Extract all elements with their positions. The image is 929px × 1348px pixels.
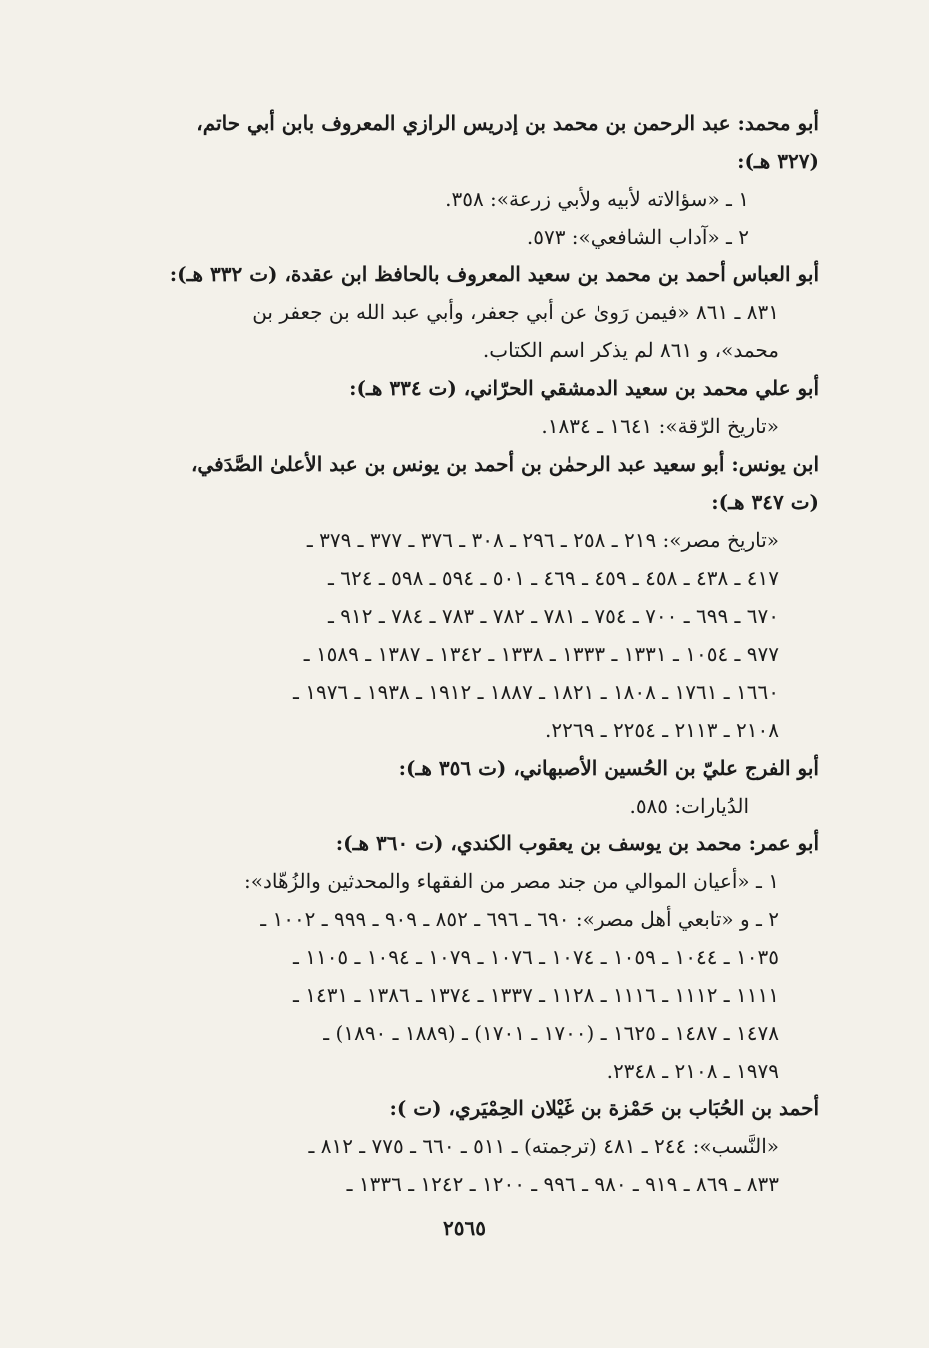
- entry-heading: أبو العباس أحمد بن محمد بن سعيد المعروف بالحافظ ابن عقدة، (ت ٣٣٢ هـ):: [169, 262, 819, 286]
- entry-item: ٢١٠٨ ـ ٢١١٣ ـ ٢٢٥٤ ـ ٢٢٦٩.: [545, 718, 779, 742]
- entry-item: ١٦٦٠ ـ ١٧٦١ ـ ١٨٠٨ ـ ١٨٢١ ـ ١٨٨٧ ـ ١٩١٢ ـ ١٩٣٨ ـ ١٩٧٦ ـ: [292, 680, 779, 704]
- entry-item: ٢ ـ و «تابعي أهل مصر»: ٦٩٠ ـ ٦٩٦ ـ ٨٥٢ ـ ٩٠٩ ـ ٩٩٩ ـ ١٠٠٢ ـ: [260, 907, 779, 931]
- entry-item: ١٤٧٨ ـ ١٤٨٧ ـ ١٦٢٥ ـ (١٧٠٠ ـ ١٧٠١) ـ (١٨٨٩ ـ ١٨٩٠) ـ: [323, 1021, 779, 1045]
- entry-item: «النَّسب»: ٢٤٤ ـ ٤٨١ (ترجمته) ـ ٥١١ ـ ٦٦٠ ـ ٧٧٥ ـ ٨١٢ ـ: [308, 1134, 779, 1158]
- entry-heading: أبو عمر: محمد بن يوسف بن يعقوب الكندي، (ت ٣٦٠ هـ):: [335, 831, 819, 855]
- entry-item: ٢ ـ «آداب الشافعي»: ٥٧٣.: [526, 225, 749, 249]
- page-number: ٢٥٦٥: [443, 1216, 486, 1240]
- entry-item: ١٠٣٥ ـ ١٠٤٤ ـ ١٠٥٩ ـ ١٠٧٤ ـ ١٠٧٦ ـ ١٠٧٩ ـ ١٠٩٤ ـ ١١٠٥ ـ: [292, 945, 779, 969]
- entry-item: «تاريخ الرّقة»: ١٦٤١ ـ ١٨٣٤.: [541, 414, 779, 438]
- entry-heading: أبو محمد: عبد الرحمن بن محمد بن إدريس الرازي المعروف بابن أبي حاتم،: [196, 111, 819, 135]
- entry-item: ٩٧٧ ـ ١٠٥٤ ـ ١٣٣١ ـ ١٣٣٣ ـ ١٣٣٨ ـ ١٣٤٢ ـ ١٣٨٧ ـ ١٥٨٩ ـ: [303, 642, 779, 666]
- entry-item: الدُيارات: ٥٨٥.: [629, 794, 749, 818]
- entry-heading-continuation: (٣٢٧ هـ):: [737, 149, 819, 173]
- entry-heading-continuation: (ت ٣٤٧ هـ):: [711, 490, 819, 514]
- entry-item: «تاريخ مصر»: ٢١٩ ـ ٢٥٨ ـ ٢٩٦ ـ ٣٠٨ ـ ٣٧٦ ـ ٣٧٧ ـ ٣٧٩ ـ: [306, 528, 779, 552]
- entry-item: محمد»، و ٨٦١ لم يذكر اسم الكتاب.: [482, 338, 779, 362]
- entry-item: ٦٧٠ ـ ٦٩٩ ـ ٧٠٠ ـ ٧٥٤ ـ ٧٨١ ـ ٧٨٢ ـ ٧٨٣ ـ ٧٨٤ ـ ٩١٢ ـ: [328, 604, 779, 628]
- entry-item: ١١١١ ـ ١١١٢ ـ ١١١٦ ـ ١١٢٨ ـ ١٣٣٧ ـ ١٣٧٤ ـ ١٣٨٦ ـ ١٤٣١ ـ: [292, 983, 779, 1007]
- entry-item: ١ ـ «سؤالاته لأبيه ولأبي زرعة»: ٣٥٨.: [445, 187, 749, 211]
- entry-heading: ابن يونس: أبو سعيد عبد الرحمٰن بن أحمد بن يونس بن عبد الأعلىٰ الصَّدَفي،: [190, 452, 819, 476]
- entry-heading: أبو الفرج عليّ بن الحُسين الأصبهاني، (ت ٣٥٦ هـ):: [398, 756, 819, 780]
- entry-heading: أبو علي محمد بن سعيد الدمشقي الحرّاني، (ت ٣٣٤ هـ):: [349, 376, 819, 400]
- entry-heading: أحمد بن الحُبَاب بن حَمْزة بن غَيْلان الحِمْيَري، (ت ):: [389, 1096, 819, 1120]
- entry-item: ٤١٧ ـ ٤٣٨ ـ ٤٥٨ ـ ٤٥٩ ـ ٤٦٩ ـ ٥٠١ ـ ٥٩٤ ـ ٥٩٨ ـ ٦٢٤ ـ: [328, 566, 779, 590]
- entry-item: ٨٣١ ـ ٨٦١ «فيمن رَوىٰ عن أبي جعفر، وأبي عبد الله بن جعفر بن: [252, 300, 779, 324]
- entry-item: ١ ـ «أعيان الموالي من جند مصر من الفقهاء والمحدثين والزُهّاد»:: [243, 869, 779, 893]
- entry-item: ٨٣٣ ـ ٨٦٩ ـ ٩١٩ ـ ٩٨٠ ـ ٩٩٦ ـ ١٢٠٠ ـ ١٢٤٢ ـ ١٣٣٦ ـ: [346, 1172, 779, 1196]
- entry-item: ١٩٧٩ ـ ٢١٠٨ ـ ٢٣٤٨.: [606, 1059, 779, 1083]
